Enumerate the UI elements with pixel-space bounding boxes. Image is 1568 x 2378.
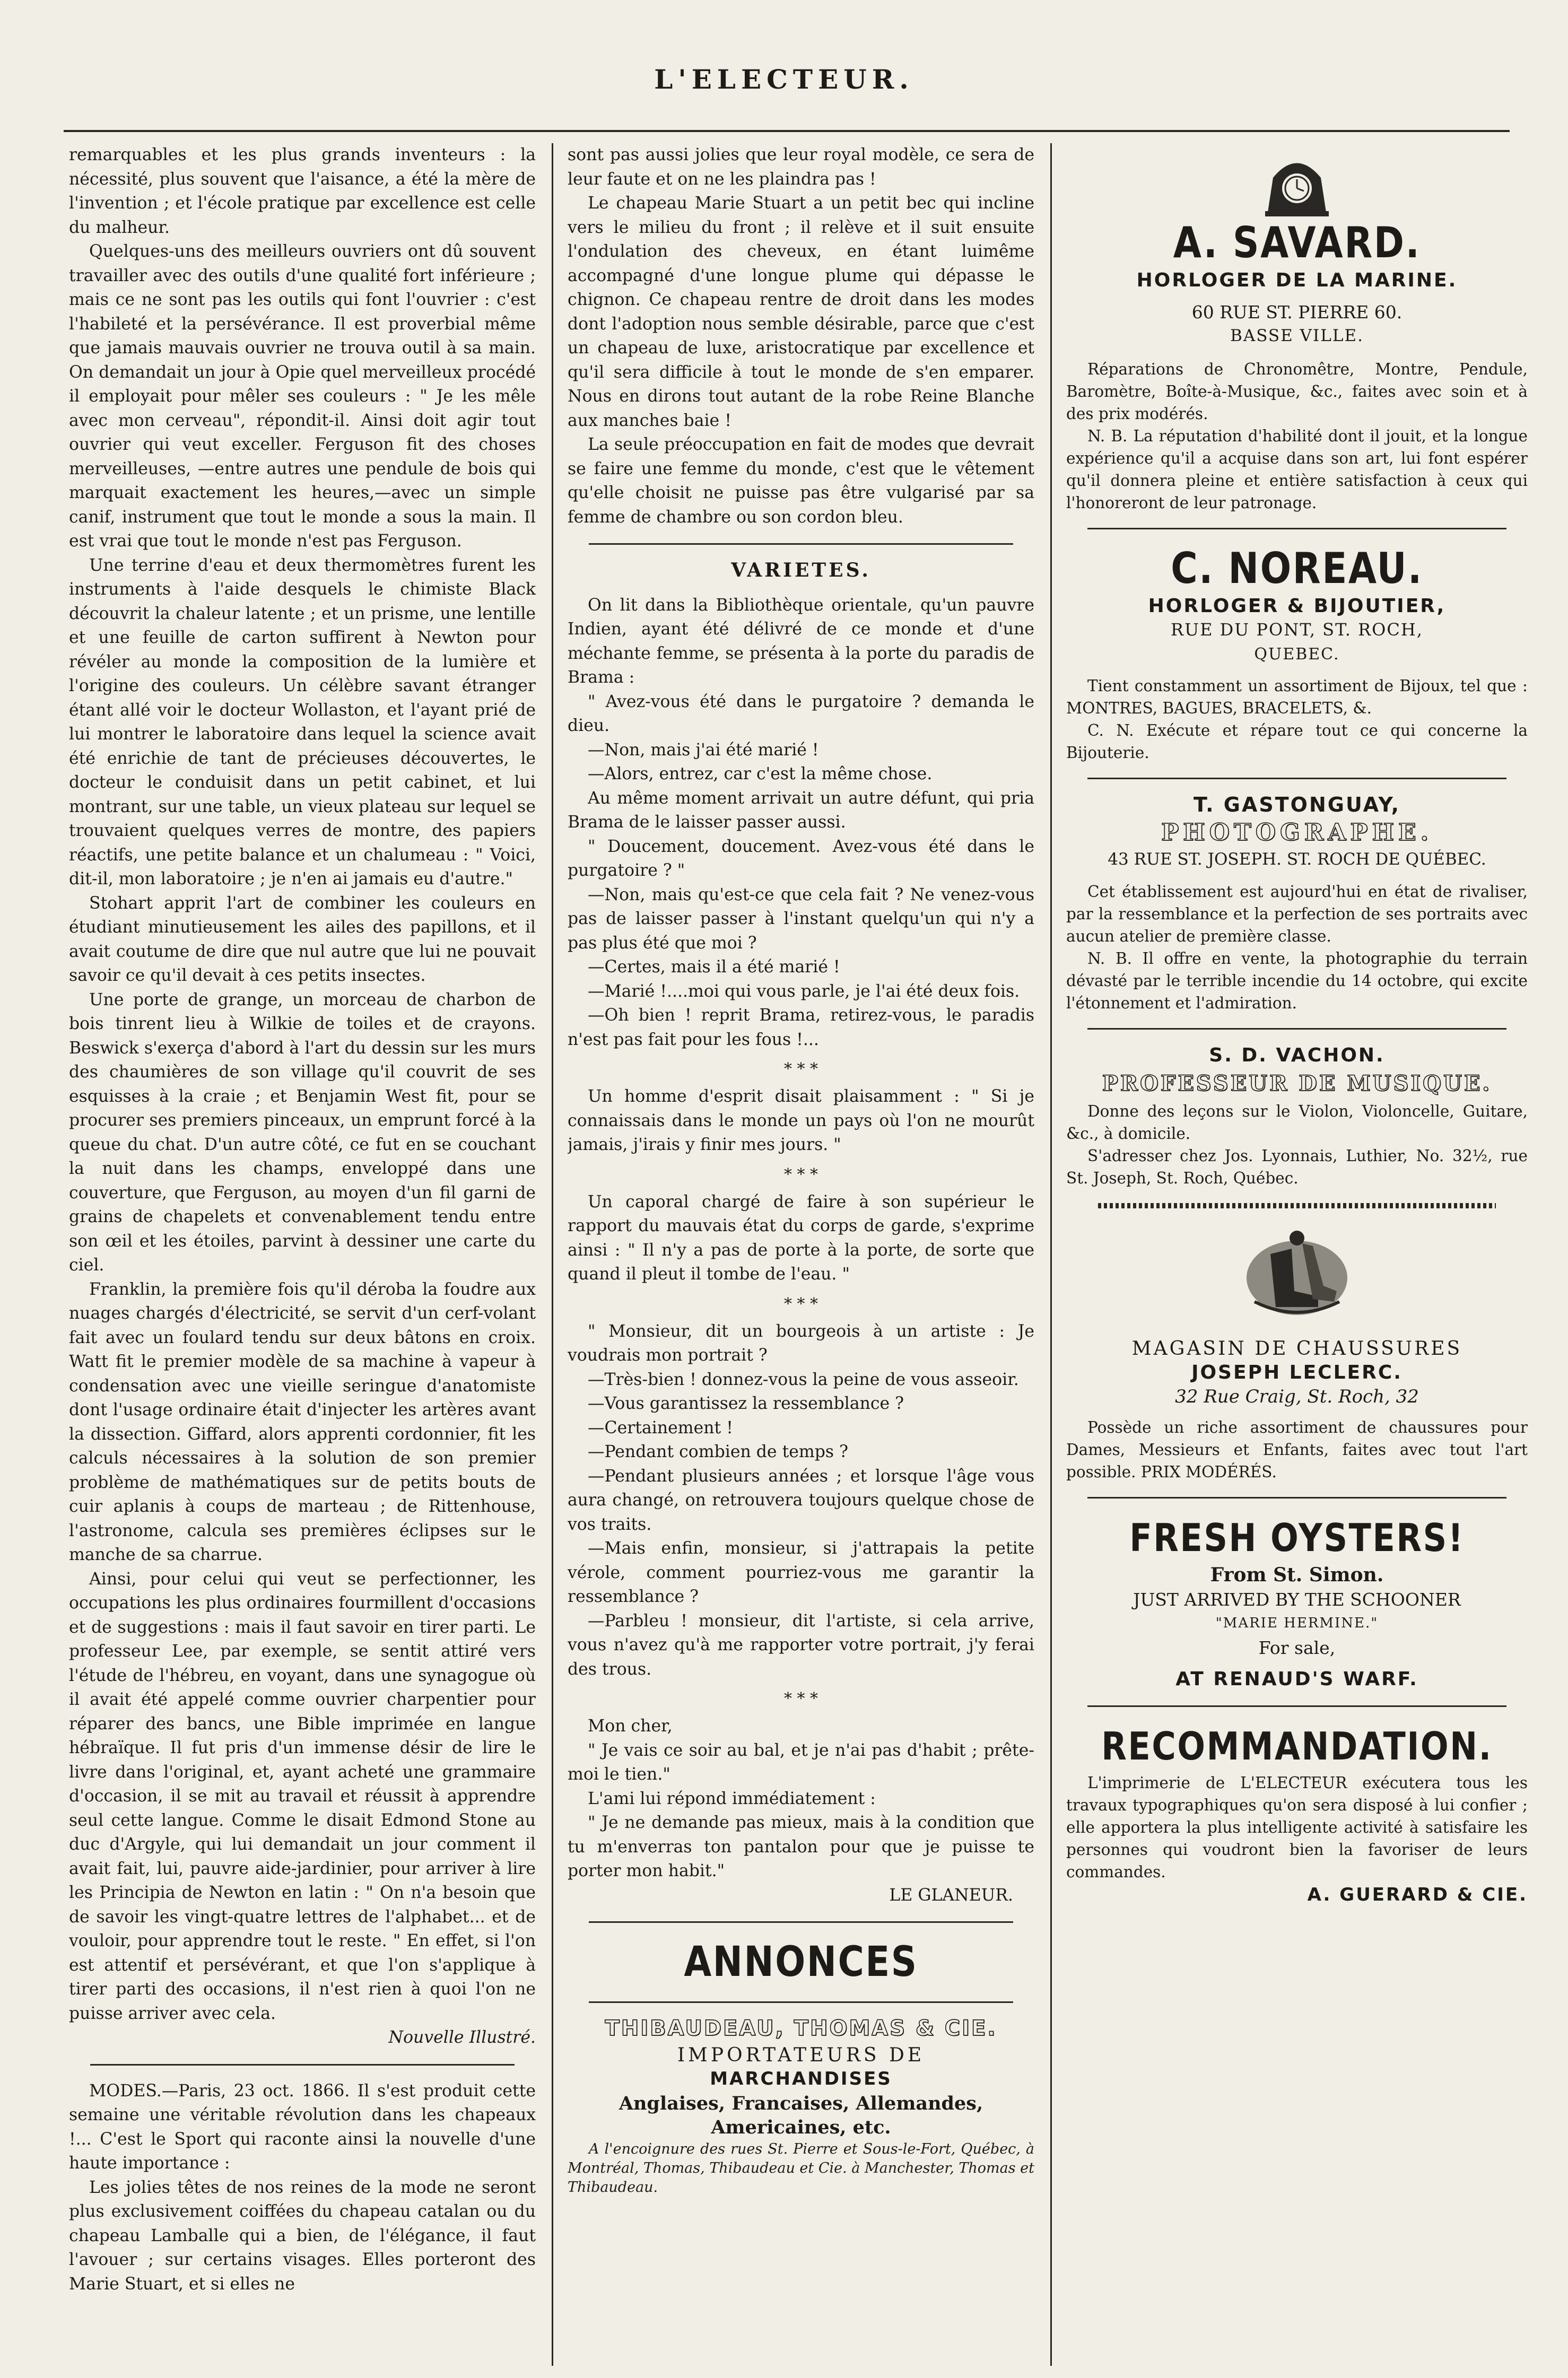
ad-title: RECOMMANDATION. xyxy=(1101,1723,1493,1769)
ad-trade: HORLOGER DE LA MARINE. xyxy=(1136,269,1458,291)
article-paragraph: Une porte de grange, un morceau de charbon de bois tinrent lieu à Wilkie de toiles et de crayons. Beswick s'exerça d'abord à l'art du dessin sur les murs des chaumières de son village qu'il couvrit de ses esquisses à la craie ; et Benjamin West fit, pour se procurer ses premiers pinceaux, un emprunt forcé à la queue du chat. D'un autre côté, ce fut en se couchant la nuit dans les champs, enveloppé dans une couverture, que Ferguson, au moyen d'un fil garni de grains de chapelets et convenablement tendu entre son œil et les étoiles, parvint à dessiner une carte du ciel. xyxy=(69,990,536,1275)
ad-line: For sale, xyxy=(1258,1637,1336,1658)
anecdote: Un homme d'esprit disait plaisamment : " Si je connaissais dans le monde un pays où l'on ne mourût jamais, j'irais y finir mes jours. " xyxy=(568,1087,1034,1154)
ad-body: Donne des leçons sur le Violon, Violoncelle, Guitare, &c., à domicile. xyxy=(1066,1102,1528,1143)
varietes-line: —Non, mais qu'est-ce que cela fait ? Ne venez-vous pas de laisser passer à l'instant quelqu'un qui n'y a pas plus été que moi ? xyxy=(568,885,1034,953)
ad-separator xyxy=(1087,778,1506,779)
ad-body: L'imprimerie de L'ELECTEUR exécutera tous les travaux typographiques qu'on sera disposé à lui confier ; elle apportera la plus intelligente activité à satisfaire les personnes qui voudront bien la favoriser de leurs commandes. xyxy=(1066,1773,1528,1881)
varietes-line: —Non, mais j'ai été marié ! xyxy=(588,740,819,760)
dialogue-line: —Certainement ! xyxy=(588,1418,733,1438)
ad-separator xyxy=(1087,1497,1506,1499)
modes-paragraph: Les jolies têtes de nos reines de la mode ne seront plus exclusivement coiffées du chapeau catalan ou du chapeau Lamballe qui a bien, de l'élégance, il faut l'avouer ; sur certains visages. Elles porteront des Marie Stuart, et si elles ne xyxy=(69,2177,536,2294)
boot-trophy-emblem-icon xyxy=(1233,1222,1361,1328)
ad-name: A. SAVARD. xyxy=(1173,218,1421,267)
letter-line: L'ami lui répond immédiatement : xyxy=(588,1789,876,1808)
ad-line: Americaines, etc. xyxy=(711,2116,891,2138)
ad-title: MAGASIN DE CHAUSSURES xyxy=(1131,1337,1462,1360)
ad-line: AT RENAUD'S WARF. xyxy=(1175,1668,1418,1690)
ad-trade: PHOTOGRAPHE. xyxy=(1161,818,1433,846)
modes-paragraph: sont pas aussi jolies que leur royal modèle, ce sera de leur faute et on ne les plaindra pas ! xyxy=(568,145,1034,189)
article-signature: Nouvelle Illustré. xyxy=(388,2028,536,2047)
ad-trade: HORLOGER & BIJOUTIER, xyxy=(1148,595,1446,617)
ad-note: N. B. Il offre en vente, la photographie du terrain dévasté par le terrible incendie du 14 octobre, qui excite l'étonnement et l'admiration. xyxy=(1066,949,1528,1012)
section-separator xyxy=(589,543,1013,545)
ad-name: JOSEPH LECLERC. xyxy=(1191,1362,1403,1383)
ad-name: C. NOREAU. xyxy=(1171,543,1423,593)
ad-separator xyxy=(1098,1203,1496,1208)
article-paragraph: Quelques-uns des meilleurs ouvriers ont dû souvent travailler avec des outils d'une qualité fort inférieure ; mais ce ne sont pas les outils qui font l'ouvrier : c'est l'habileté et la persévérance. Il est proverbial même que jamais mauvais ouvrier ne trouva outil à sa main. On demandait un jour à Opie quel merveilleux procédé il employait pour mêler ses couleurs : " Je les mêle avec mon cerveau", répondit-il. Ainsi doit agir tout ouvrier qui veut exceller. Ferguson fit des choses merveilleuses, —entre autres une pendule de bois qui marquait exactement les heures,—avec un simple canif, instrument que tout le monde a sous la main. Il est vrai que tout le monde n'est pas Ferguson. xyxy=(69,242,536,551)
ad-thibaudeau xyxy=(568,2017,1034,2197)
article-paragraph: remarquables et les plus grands inventeurs : la nécessité, plus souvent que l'aisance, a été la mère de l'invention ; et l'école pratique par excellence est celle du malheur. xyxy=(69,145,536,237)
ad-district: BASSE VILLE. xyxy=(1230,326,1364,345)
dialogue-line: —Parbleu ! monsieur, dit l'artiste, si cela arrive, vous n'avez qu'à me rapporter votre portrait, j'y ferai des trous. xyxy=(568,1611,1034,1679)
asterism: * * * xyxy=(783,1165,818,1184)
ad-address: 60 RUE ST. PIERRE 60. xyxy=(1191,301,1403,323)
article-paragraph: Franklin, la première fois qu'il déroba la foudre aux nuages chargés d'électricité, se servit d'un cerf-volant fait avec un foulard tendu sur deux bâtons en croix. Watt fit le premier modèle de sa machine à vapeur à condensation avec une vieille seringue d'anatomiste dont l'usage ordinaire était d'injecter les artères avant la dissection. Giffard, alors apprenti cordonnier, fit les calculs nécessaires à la solution de son premier problème de mathématiques sur de petits bouts de cuir aplanis à coups de marteau ; de Rittenhouse, l'astronome, calcula ses premières éclipses sur le manche de sa charrue. xyxy=(69,1279,536,1564)
asterism: * * * xyxy=(783,1294,818,1313)
masthead-rule xyxy=(64,130,1510,132)
ad-note: C. N. Exécute et répare tout ce qui concerne la Bijouterie. xyxy=(1066,721,1528,762)
ad-separator xyxy=(1087,528,1506,529)
section-separator xyxy=(589,1921,1013,1923)
article-signature: LE GLANEUR. xyxy=(889,1885,1013,1905)
ad-address: 32 Rue Craig, St. Roch, 32 xyxy=(1175,1386,1419,1407)
asterism: * * * xyxy=(783,1060,818,1078)
modes-paragraph: Le chapeau Marie Stuart a un petit bec qui incline vers le milieu du front ; il relève et il suit ensuite l'ondulation des cheveux, en étant luimême accompagné d'une longue plume qui dépasse le chignon. Ce chapeau rentre de droit dans les modes dont l'adoption nous semble désirable, parce que c'est un chapeau de luxe, aristocratique par excellence et qu'il sera difficile à tout le monde de s'en emparer. Nous en dirons tout autant de la robe Reine Blanche aux manches baie ! xyxy=(568,194,1034,430)
dialogue-line: —Mais enfin, monsieur, si j'attrapais la petite vérole, comment pourriez-vous me garantir la ressemblance ? xyxy=(568,1539,1034,1606)
ad-separator xyxy=(1087,1705,1506,1707)
ad-line: MARCHANDISES xyxy=(710,2068,892,2089)
annonces-heading: ANNONCES xyxy=(684,1938,918,1986)
ad-title: FRESH OYSTERS! xyxy=(1129,1515,1465,1560)
varietes-line: —Oh bien ! reprit Brama, retirez-vous, le paradis n'est pas fait pour les fous !... xyxy=(568,1006,1034,1049)
varietes-line: —Alors, entrez, car c'est la même chose. xyxy=(588,764,933,783)
varietes-heading: VARIETES. xyxy=(731,559,871,581)
column-3 xyxy=(1066,143,1528,2366)
letter-line: " Je vais ce soir au bal, et je n'ai pas d'habit ; prête-moi le tien." xyxy=(568,1740,1034,1784)
column-divider xyxy=(1050,143,1052,2366)
ad-address: 43 RUE ST. JOSEPH. ST. ROCH DE QUÉBEC. xyxy=(1108,850,1486,869)
ad-note: S'adresser chez Jos. Lyonnais, Luthier, No. 32½, rue St. Joseph, St. Roch, Québec. xyxy=(1066,1146,1528,1187)
ad-note: N. B. La réputation d'habilité dont il jouit, et la longue expérience qu'il a acquise dans son art, lui font espérer qu'il donnera pleine et entière satisfaction à ceux qui l'honoreront de leur patronage. xyxy=(1066,426,1528,512)
ad-address: RUE DU PONT, ST. ROCH, xyxy=(1171,620,1423,640)
ad-address: A l'encoignure des rues St. Pierre et Sous-le-Fort, Québec, à Montréal, Thomas, Thibaudeau et Cie. à Manchester, Thomas et Thibaudeau. xyxy=(568,2140,1034,2196)
varietes-line: " Doucement, doucement. Avez-vous été dans le purgatoire ? " xyxy=(568,837,1034,880)
modes-paragraph: La seule préoccupation en fait de modes que devrait se faire une femme du monde, c'est que le vêtement qu'elle choisit ne puisse pas être vulgarisé par sa femme de chambre ou son cordon bleu. xyxy=(568,435,1034,527)
dialogue-line: " Monsieur, dit un bourgeois à un artiste : Je voudrais mon portrait ? xyxy=(568,1321,1034,1365)
ad-recommandation xyxy=(1066,1721,1528,1907)
varietes-line: On lit dans la Bibliothèque orientale, qu'un pauvre Indien, ayant été délivré de ce monde et d'une méchante femme, se présenta à la porte du paradis de Brama : xyxy=(568,595,1034,687)
article-paragraph: Stohart apprit l'art de combiner les couleurs en étudiant minutieusement les ailes des papillons, et il avait coutume de dire que nul autre que lui ne pouvait savoir ce qu'il devait à ces petits insectes. xyxy=(69,893,536,985)
ad-savard xyxy=(1066,149,1528,514)
ad-body: Possède un riche assortiment de chaussures pour Dames, Messieurs et Enfants, faites avec tout l'art possible. PRIX MODÉRÉS. xyxy=(1066,1418,1528,1481)
varietes-line: —Certes, mais il a été marié ! xyxy=(588,957,840,977)
ad-oysters xyxy=(1066,1512,1528,1692)
asterism: * * * xyxy=(783,1689,818,1708)
ad-vachon xyxy=(1066,1043,1528,1189)
dialogue-line: —Vous garantissez la ressemblance ? xyxy=(588,1394,904,1413)
column-1 xyxy=(69,143,536,2366)
ad-name: T. GASTONGUAY, xyxy=(1193,793,1401,816)
ad-noreau xyxy=(1066,543,1528,764)
ad-line: JUST ARRIVED BY THE SCHOONER xyxy=(1133,1589,1461,1610)
ad-body: Tient constamment un assortiment de Bijoux, tel que : MONTRES, BAGUES, BRACELETS, &. xyxy=(1066,677,1528,717)
section-separator xyxy=(589,2001,1013,2003)
modes-paragraph: MODES.—Paris, 23 oct. 1866. Il s'est produit cette semaine une véritable révolution dans les chapeaux !... C'est le Sport qui raconte ainsi la nouvelle d'une haute importance : xyxy=(69,2081,536,2173)
ad-signature: A. GUERARD & CIE. xyxy=(1307,1884,1528,1905)
article-paragraph: Une terrine d'eau et deux thermomètres furent les instruments à l'aide desquels le chimiste Black découvrit la chaleur latente ; et un prisme, une lentille et une feuille de carton suffirent à Newton pour révéler au monde la composition de la lumière et l'origine des couleurs. Un célèbre savant étranger étant allé voir le docteur Wollaston, et l'ayant prié de lui montrer le laboratoire dans lequel la science avait été enrichie de tant de précieuses découvertes, le docteur le conduisit dans un petit cabinet, et lui montrant, sur une table, un vieux plateau sur lequel se trouvaient quelques verres de montre, des papiers réactifs, une petite balance et un chalumeau : " Voici, dit-il, mon laboratoire ; je n'en ai jamais eu d'autre." xyxy=(69,555,536,889)
ad-leclerc xyxy=(1066,1222,1528,1484)
article-separator xyxy=(90,2064,515,2066)
ad-gastonguay xyxy=(1066,793,1528,1014)
ad-firm-name: THIBAUDEAU, THOMAS & CIE. xyxy=(605,2016,997,2041)
dialogue-line: —Pendant combien de temps ? xyxy=(588,1442,848,1461)
varietes-line: —Marié !....moi qui vous parle, je l'ai été deux fois. xyxy=(588,981,1020,1001)
dialogue-line: —Pendant plusieurs années ; et lorsque l'âge vous aura changé, on retrouvera toujours quelque chose de vos traits. xyxy=(568,1466,1034,1534)
ad-line: Anglaises, Francaises, Allemandes, xyxy=(619,2092,983,2114)
article-paragraph: Ainsi, pour celui qui veut se perfectionner, les occupations les plus ordinaires fourmillent d'occasions et de suggestions : mais il faut savoir en tirer parti. Le professeur Lee, par exemple, se sentit attiré vers l'étude de l'hébreu, en voyant, dans une synagogue où il avait été appelé comme ouvrier charpentier pour réparer des bancs, une Bible imprimée en langue hébraïque. Il fut pris d'un immense désir de lire le livre dans l'original, et, ayant acheté une grammaire d'occasion, il se mit au travail et réussit à apprendre seul cette langue. Comme le disait Edmond Stone au duc d'Argyle, qui lui demandait un jour comment il avait fait, lui, pauvre aide-jardinier, pour arriver à lire les Principia de Newton en latin : " On n'a besoin que de savoir les vingt-quatre lettres de l'alphabet... et de vouloir, pour apprendre tout le reste. " En effet, si l'on est attentif et persévérant, et que l'on s'applique à tirer parti des occasions, il n'est rien à quoi l'on ne puisse arriver avec cela. xyxy=(69,1569,536,2023)
ad-name: S. D. VACHON. xyxy=(1209,1044,1385,1066)
ad-trade: PROFESSEUR DE MUSIQUE. xyxy=(1102,1071,1492,1096)
anecdote: Un caporal chargé de faire à son supérieur le rapport du mauvais état du corps de garde, s'exprime ainsi : " Il n'y a pas de porte à la porte, de sorte que quand il pleut il tombe de l'eau. " xyxy=(568,1192,1034,1284)
varietes-line: Au même moment arrivait un autre défunt, qui pria Brama de le laisser passer aussi. xyxy=(568,788,1034,832)
ad-body: Réparations de Chronomêtre, Montre, Pendule, Baromètre, Boîte-à-Musique, &c., faites avec soin et à des prix modérés. xyxy=(1066,360,1528,423)
masthead-title: L'ELECTEUR. xyxy=(654,64,914,95)
ad-separator xyxy=(1087,1028,1506,1030)
dialogue-line: —Très-bien ! donnez-vous la peine de vous asseoir. xyxy=(588,1370,1019,1389)
ad-body: Cet établissement est aujourd'hui en état de rivaliser, par la ressemblance et la perfection de ses portraits avec aucun atelier de première classe. xyxy=(1066,882,1528,945)
ad-city: QUEBEC. xyxy=(1254,644,1340,664)
clock-emblem-icon xyxy=(1257,149,1337,217)
letter-line: " Je ne demande pas mieux, mais à la condition que tu m'enverras ton pantalon pour que je puisse te porter mon habit." xyxy=(568,1813,1034,1880)
ad-line: From St. Simon. xyxy=(1210,1564,1384,1586)
letter-line: Mon cher, xyxy=(588,1717,673,1736)
column-2 xyxy=(568,143,1034,2366)
ad-line: "MARIE HERMINE." xyxy=(1215,1615,1379,1631)
varietes-line: " Avez-vous été dans le purgatoire ? demanda le dieu. xyxy=(568,692,1034,735)
ad-line: IMPORTATEURS DE xyxy=(677,2044,925,2066)
column-divider xyxy=(552,143,553,2366)
